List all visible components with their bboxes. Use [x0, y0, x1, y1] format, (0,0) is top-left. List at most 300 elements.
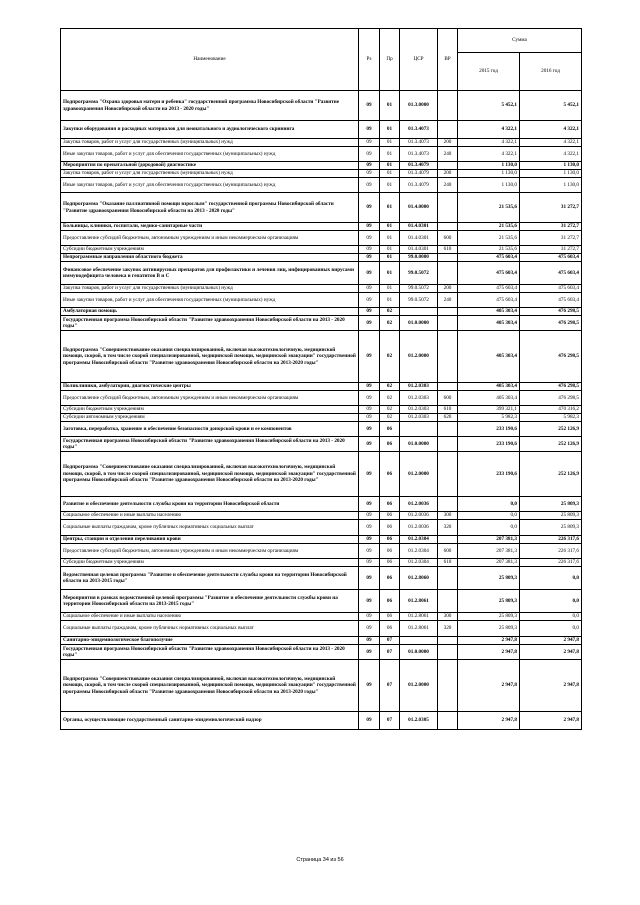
row-2016: 5 452,1 — [520, 91, 582, 121]
budget-table — [60, 28, 582, 730]
row-csr: 99.0.5072 — [400, 262, 438, 285]
row-vr — [438, 497, 458, 512]
table-row — [61, 285, 582, 293]
row-pr: 01 — [380, 147, 400, 162]
row-vr: 600 — [438, 391, 458, 406]
row-rz: 09 — [359, 121, 380, 139]
row-name: Социальные выплаты гражданам, кроме публичных нормативных социальных выплат — [61, 621, 359, 637]
row-pr: 01 — [380, 178, 400, 193]
table-row — [61, 193, 582, 223]
row-2015: 25 809,3 — [458, 567, 520, 590]
row-vr: 610 — [438, 559, 458, 567]
row-pr: 02 — [380, 391, 400, 406]
header-2016: 2016 год — [520, 53, 582, 91]
row-name: Закупка товаров, работ и услуг для государственных (муниципальных) нужд — [61, 139, 359, 147]
table-row — [61, 147, 582, 162]
row-2016: 475 603,4 — [520, 262, 582, 285]
row-2016: 0,0 — [520, 621, 582, 637]
row-2015: 405 303,4 — [458, 383, 520, 391]
row-name: Государственная программа Новосибирской области "Развитие здравоохранения Новосибирской области на 2013 - 2020 годы" — [61, 316, 359, 331]
row-name: Санитарно-эпидемиологическое благополучие — [61, 637, 359, 645]
row-vr — [438, 262, 458, 285]
row-2015: 0,0 — [458, 520, 520, 536]
row-2016: 4 322,1 — [520, 147, 582, 162]
row-vr — [438, 536, 458, 544]
row-pr: 07 — [380, 660, 400, 712]
table-row — [61, 544, 582, 559]
row-name: Иные закупки товаров, работ и услуг для обеспечения государственных (муниципальных) нужд — [61, 293, 359, 308]
row-2016: 5 982,3 — [520, 414, 582, 422]
row-2016: 475 603,4 — [520, 254, 582, 262]
row-2016: 476 298,5 — [520, 331, 582, 383]
row-vr — [438, 316, 458, 331]
table-row — [61, 91, 582, 121]
row-2016: 476 298,5 — [520, 383, 582, 391]
row-2015: 2 947,8 — [458, 637, 520, 645]
row-2015: 21 535,6 — [458, 246, 520, 254]
table-row — [61, 383, 582, 391]
row-csr: 01.2.0304 — [400, 559, 438, 567]
row-name: Амбулаторная помощь — [61, 308, 359, 316]
row-name: Непрограммные направления областного бюджета — [61, 254, 359, 262]
row-pr: 02 — [380, 331, 400, 383]
row-2016: 475 603,4 — [520, 293, 582, 308]
row-2016: 25 809,3 — [520, 520, 582, 536]
row-name: Закупка товаров, работ и услуг для государственных (муниципальных) нужд — [61, 170, 359, 178]
row-2016: 252 126,9 — [520, 437, 582, 452]
row-csr: 01.3.4079 — [400, 162, 438, 170]
row-rz: 09 — [359, 452, 380, 497]
row-vr: 610 — [438, 406, 458, 414]
table-row — [61, 637, 582, 645]
row-2016: 476 298,5 — [520, 308, 582, 316]
row-pr: 01 — [380, 285, 400, 293]
table-row — [61, 559, 582, 567]
row-rz: 09 — [359, 621, 380, 637]
row-pr: 02 — [380, 414, 400, 422]
row-pr: 06 — [380, 452, 400, 497]
row-pr: 06 — [380, 559, 400, 567]
row-rz: 09 — [359, 91, 380, 121]
row-2016: 25 809,3 — [520, 497, 582, 512]
row-name: Центры, станции и отделения переливания крови — [61, 536, 359, 544]
row-vr: 600 — [438, 231, 458, 246]
row-pr: 01 — [380, 121, 400, 139]
row-rz: 09 — [359, 567, 380, 590]
row-name: Государственная программа Новосибирской области "Развитие здравоохранения Новосибирской области на 2013 - 2020 годы" — [61, 645, 359, 660]
row-rz: 09 — [359, 262, 380, 285]
row-2016: 4 322,1 — [520, 139, 582, 147]
row-2015: 405 303,4 — [458, 391, 520, 406]
row-vr: 240 — [438, 147, 458, 162]
row-name: Социальные выплаты гражданам, кроме публичных нормативных социальных выплат — [61, 520, 359, 536]
row-2016: 4 322,1 — [520, 121, 582, 139]
row-2016: 31 272,7 — [520, 246, 582, 254]
row-pr: 01 — [380, 262, 400, 285]
table-row — [61, 645, 582, 660]
row-name: Заготовка, переработка, хранение и обеспечение безопасности донорской крови и ее компонентов — [61, 422, 359, 437]
table-row — [61, 497, 582, 512]
row-rz: 09 — [359, 293, 380, 308]
row-pr: 02 — [380, 316, 400, 331]
row-pr: 06 — [380, 590, 400, 613]
header-2015: 2015 год — [458, 53, 520, 91]
row-2016: 2 947,8 — [520, 637, 582, 645]
row-vr: 240 — [438, 293, 458, 308]
row-csr: 01.3.4073 — [400, 147, 438, 162]
row-pr: 02 — [380, 406, 400, 414]
row-name: Финансовое обеспечение закупок антивирусных препаратов для профилактики и лечения лиц, инфицированных вирусами иммунодефицита человека и гепатитов В и С — [61, 262, 359, 285]
row-name: Закупка товаров, работ и услуг для государственных (муниципальных) нужд — [61, 285, 359, 293]
row-2015: 405 303,4 — [458, 331, 520, 383]
row-2015: 5 982,3 — [458, 414, 520, 422]
table-row — [61, 414, 582, 422]
row-name: Государственная программа Новосибирской области "Развитие здравоохранения Новосибирской области на 2013 - 2020 годы" — [61, 437, 359, 452]
row-csr: 01.3.0000 — [400, 91, 438, 121]
row-2016: 252 126,9 — [520, 422, 582, 437]
row-2015: 21 535,6 — [458, 231, 520, 246]
row-pr: 01 — [380, 231, 400, 246]
table-row — [61, 536, 582, 544]
row-name: Мероприятия в рамках ведомственной целевой программы "Развитие и обеспечение деятельности службы крови на территории Новосибирской области на 2013-2015 годы" — [61, 590, 359, 613]
table-row — [61, 621, 582, 637]
row-rz: 09 — [359, 254, 380, 262]
row-name: Подпрограмма "Совершенствование оказания специализированной, включая высокотехнологичную, медицинской помощи, скорой, в том числе скорой специализированной, медицинской помощи, медицинской эвакуации" государственной программы Новосибирской области "Развитие здравоохранения Новосибирской области на 2013-2020 годы" — [61, 331, 359, 383]
row-pr: 02 — [380, 383, 400, 391]
row-csr: 01.4.0000 — [400, 193, 438, 223]
row-2015: 1 130,0 — [458, 178, 520, 193]
row-name: Подпрограмма "Совершенствование оказания специализированной, включая высокотехнологичную, медицинской помощи, скорой, в том числе скорой специализированной, медицинской помощи, медицинской эвакуации" государственной программы Новосибирской области "Развитие здравоохранения Новосибирской области на 2013-2020 годы" — [61, 452, 359, 497]
row-rz: 09 — [359, 645, 380, 660]
row-2015: 2 947,8 — [458, 645, 520, 660]
row-2015: 4 322,1 — [458, 147, 520, 162]
row-name: Больницы, клиники, госпитали, медико-санитарные части — [61, 223, 359, 231]
row-vr — [438, 660, 458, 712]
row-2016: 31 272,7 — [520, 231, 582, 246]
row-vr — [438, 712, 458, 730]
row-vr: 200 — [438, 170, 458, 178]
header-name: Наименование — [61, 29, 359, 91]
table-row — [61, 520, 582, 536]
row-csr: 01.2.0036 — [400, 512, 438, 520]
row-2016: 476 298,5 — [520, 391, 582, 406]
row-2015: 475 603,4 — [458, 254, 520, 262]
table-row — [61, 660, 582, 712]
header-vr: ВР — [438, 29, 458, 91]
row-vr — [438, 590, 458, 613]
row-2016: 1 130,0 — [520, 162, 582, 170]
row-name: Субсидии автономным учреждениям — [61, 414, 359, 422]
row-2015: 0,0 — [458, 512, 520, 520]
row-csr: 01.3.4079 — [400, 178, 438, 193]
row-rz: 09 — [359, 712, 380, 730]
row-rz: 09 — [359, 422, 380, 437]
row-2015: 2 947,8 — [458, 712, 520, 730]
row-rz: 09 — [359, 406, 380, 414]
header-pr: Пр — [380, 29, 400, 91]
row-name: Социальное обеспечение и иные выплаты населению — [61, 613, 359, 621]
row-csr: 01.3.4073 — [400, 121, 438, 139]
row-2016: 226 317,6 — [520, 544, 582, 559]
row-pr: 06 — [380, 536, 400, 544]
table-row — [61, 331, 582, 383]
row-vr — [438, 437, 458, 452]
row-2015: 207 381,3 — [458, 536, 520, 544]
row-rz: 09 — [359, 162, 380, 170]
row-pr: 01 — [380, 162, 400, 170]
row-rz: 09 — [359, 520, 380, 536]
row-csr: 01.2.0303 — [400, 383, 438, 391]
row-rz: 09 — [359, 660, 380, 712]
row-pr: 01 — [380, 293, 400, 308]
row-2016: 31 272,7 — [520, 193, 582, 223]
row-csr: 01.3.4073 — [400, 139, 438, 147]
row-2016: 1 130,0 — [520, 178, 582, 193]
row-pr: 07 — [380, 712, 400, 730]
row-pr: 01 — [380, 170, 400, 178]
row-name: Иные закупки товаров, работ и услуг для обеспечения государственных (муниципальных) нужд — [61, 178, 359, 193]
row-2016: 31 272,7 — [520, 223, 582, 231]
row-csr: 01.0.0000 — [400, 437, 438, 452]
row-vr: 320 — [438, 621, 458, 637]
row-rz: 09 — [359, 497, 380, 512]
row-vr — [438, 162, 458, 170]
row-name: Закупки оборудования и расходных материалов для неонатального и аудиологического скрининга — [61, 121, 359, 139]
row-csr: 01.2.0304 — [400, 536, 438, 544]
row-name: Предоставление субсидий бюджетным, автономным учреждениям и иным некоммерческим организациям — [61, 544, 359, 559]
row-pr: 01 — [380, 254, 400, 262]
row-2015: 25 809,3 — [458, 590, 520, 613]
row-vr: 320 — [438, 520, 458, 536]
table-row — [61, 231, 582, 246]
row-csr: 01.2.0305 — [400, 712, 438, 730]
header-rz: Рз — [359, 29, 380, 91]
row-2016: 0,0 — [520, 613, 582, 621]
row-vr: 600 — [438, 544, 458, 559]
row-vr: 300 — [438, 613, 458, 621]
row-2015: 25 809,3 — [458, 613, 520, 621]
row-2015: 4 322,1 — [458, 139, 520, 147]
row-2016: 0,0 — [520, 590, 582, 613]
row-csr: 99.0.0000 — [400, 254, 438, 262]
row-vr — [438, 422, 458, 437]
table-row — [61, 391, 582, 406]
row-pr: 06 — [380, 512, 400, 520]
row-vr — [438, 121, 458, 139]
table-row — [61, 162, 582, 170]
table-row — [61, 139, 582, 147]
table-row — [61, 254, 582, 262]
row-vr: 620 — [438, 414, 458, 422]
row-rz: 09 — [359, 193, 380, 223]
row-rz: 09 — [359, 437, 380, 452]
row-vr — [438, 254, 458, 262]
row-pr: 01 — [380, 193, 400, 223]
row-csr: 99.0.5072 — [400, 285, 438, 293]
row-csr: 01.4.0301 — [400, 231, 438, 246]
row-csr: 01.4.0301 — [400, 223, 438, 231]
table-row — [61, 246, 582, 254]
row-pr: 01 — [380, 246, 400, 254]
row-vr: 200 — [438, 139, 458, 147]
row-csr: 01.2.0000 — [400, 452, 438, 497]
row-csr: 01.2.0036 — [400, 497, 438, 512]
table-row — [61, 121, 582, 139]
table-row — [61, 567, 582, 590]
table-row — [61, 308, 582, 316]
table-row — [61, 316, 582, 331]
row-pr: 06 — [380, 520, 400, 536]
row-name: Мероприятия по пренатальной (дородовой) диагностике — [61, 162, 359, 170]
row-vr — [438, 383, 458, 391]
row-name: Подпрограмма "Охрана здоровья матери и ребенка" государственной программы Новосибирской области "Развитие здравоохранения Новосибирской области на 2013 - 2020 годы" — [61, 91, 359, 121]
row-2016: 1 130,0 — [520, 170, 582, 178]
row-2015: 233 190,6 — [458, 422, 520, 437]
row-rz: 09 — [359, 414, 380, 422]
row-name: Субсидии бюджетным учреждениям — [61, 559, 359, 567]
table-row — [61, 262, 582, 285]
row-vr: 300 — [438, 512, 458, 520]
row-2016: 476 298,5 — [520, 316, 582, 331]
row-2016: 25 809,3 — [520, 512, 582, 520]
row-rz: 09 — [359, 331, 380, 383]
row-rz: 09 — [359, 559, 380, 567]
row-2015: 233 190,6 — [458, 437, 520, 452]
row-rz: 09 — [359, 178, 380, 193]
row-2015: 5 452,1 — [458, 91, 520, 121]
row-2015: 21 535,6 — [458, 223, 520, 231]
table-row — [61, 406, 582, 414]
row-vr — [438, 645, 458, 660]
row-vr — [438, 223, 458, 231]
row-pr: 07 — [380, 645, 400, 660]
row-rz: 09 — [359, 147, 380, 162]
table-row — [61, 422, 582, 437]
row-name: Предоставление субсидий бюджетным, автономным учреждениям и иным некоммерческим организациям — [61, 231, 359, 246]
row-csr: 99.0.5072 — [400, 293, 438, 308]
row-name: Иные закупки товаров, работ и услуг для обеспечения государственных (муниципальных) нужд — [61, 147, 359, 162]
row-vr: 200 — [438, 285, 458, 293]
row-name: Социальное обеспечение и иные выплаты населению — [61, 512, 359, 520]
row-csr: 01.4.0301 — [400, 246, 438, 254]
row-2015: 475 603,4 — [458, 285, 520, 293]
table-row — [61, 613, 582, 621]
row-rz: 09 — [359, 223, 380, 231]
table-row — [61, 170, 582, 178]
row-name: Развитие и обеспечение деятельности службы крови на территории Новосибирской области — [61, 497, 359, 512]
row-2016: 2 947,8 — [520, 660, 582, 712]
budget-table-page — [60, 28, 581, 730]
table-body — [61, 91, 582, 730]
row-rz: 09 — [359, 536, 380, 544]
row-2015: 405 303,4 — [458, 308, 520, 316]
row-csr: 01.2.0000 — [400, 331, 438, 383]
row-pr: 06 — [380, 544, 400, 559]
row-rz: 09 — [359, 391, 380, 406]
row-2015: 21 535,6 — [458, 193, 520, 223]
row-2016: 226 317,6 — [520, 536, 582, 544]
row-2016: 0,0 — [520, 567, 582, 590]
row-name: Подпрограмма "Оказание паллиативной помощи взрослым" государственной программы Новосибирской области "Развитие здравоохранения Новосибирской области на 2013 - 2020 годы" — [61, 193, 359, 223]
row-vr: 240 — [438, 178, 458, 193]
table-row — [61, 712, 582, 730]
row-2015: 399 321,1 — [458, 406, 520, 414]
row-pr: 06 — [380, 437, 400, 452]
row-csr: 01.2.0000 — [400, 660, 438, 712]
row-name: Субсидии бюджетным учреждениям — [61, 246, 359, 254]
row-csr: 01.2.0036 — [400, 520, 438, 536]
row-2015: 25 809,3 — [458, 621, 520, 637]
table-row — [61, 223, 582, 231]
row-rz: 09 — [359, 308, 380, 316]
row-rz: 09 — [359, 139, 380, 147]
row-pr: 06 — [380, 497, 400, 512]
row-csr: 01.2.8061 — [400, 621, 438, 637]
row-2016: 2 947,8 — [520, 712, 582, 730]
row-2015: 475 603,4 — [458, 262, 520, 285]
row-vr — [438, 91, 458, 121]
row-pr: 06 — [380, 567, 400, 590]
row-2015: 405 303,4 — [458, 316, 520, 331]
row-csr — [400, 637, 438, 645]
row-2015: 233 190,6 — [458, 452, 520, 497]
row-csr: 01.2.8060 — [400, 567, 438, 590]
row-pr: 02 — [380, 308, 400, 316]
page-footer: Страница 34 из 56 — [296, 857, 344, 863]
row-name: Предоставление субсидий бюджетным, автономным учреждениям и иным некоммерческим организациям — [61, 391, 359, 406]
row-csr: 01.2.0304 — [400, 544, 438, 559]
row-vr — [438, 452, 458, 497]
row-csr: 01.0.0000 — [400, 316, 438, 331]
row-csr — [400, 308, 438, 316]
row-2016: 475 603,4 — [520, 285, 582, 293]
row-csr: 01.2.8061 — [400, 590, 438, 613]
row-2015: 2 947,8 — [458, 660, 520, 712]
table-row — [61, 452, 582, 497]
row-2015: 4 322,1 — [458, 121, 520, 139]
row-csr: 01.2.0303 — [400, 414, 438, 422]
row-rz: 09 — [359, 246, 380, 254]
table-row — [61, 178, 582, 193]
row-2015: 1 130,0 — [458, 162, 520, 170]
row-2015: 1 130,0 — [458, 170, 520, 178]
row-rz: 09 — [359, 383, 380, 391]
row-name: Ведомственная целевая программа "Развитие и обеспечение деятельности службы крови на территории Новосибирской области на 2013-2015 годы" — [61, 567, 359, 590]
table-header — [61, 29, 582, 91]
row-csr: 01.2.0303 — [400, 391, 438, 406]
row-rz: 09 — [359, 285, 380, 293]
row-vr — [438, 308, 458, 316]
row-pr: 01 — [380, 139, 400, 147]
row-2016: 252 126,9 — [520, 452, 582, 497]
row-name: Субсидии бюджетным учреждениям — [61, 406, 359, 414]
row-vr — [438, 331, 458, 383]
row-rz: 09 — [359, 512, 380, 520]
row-pr: 06 — [380, 613, 400, 621]
row-vr: 610 — [438, 246, 458, 254]
row-pr: 01 — [380, 91, 400, 121]
row-pr: 07 — [380, 637, 400, 645]
table-row — [61, 590, 582, 613]
row-rz: 09 — [359, 544, 380, 559]
row-vr — [438, 637, 458, 645]
row-name: Органы, осуществляющие государственный санитарно-эпидемиологический надзор — [61, 712, 359, 730]
row-name: Поликлиники, амбулатории, диагностические центры — [61, 383, 359, 391]
row-vr — [438, 193, 458, 223]
row-2016: 226 317,6 — [520, 559, 582, 567]
row-2016: 2 947,8 — [520, 645, 582, 660]
row-csr: 01.2.8061 — [400, 613, 438, 621]
